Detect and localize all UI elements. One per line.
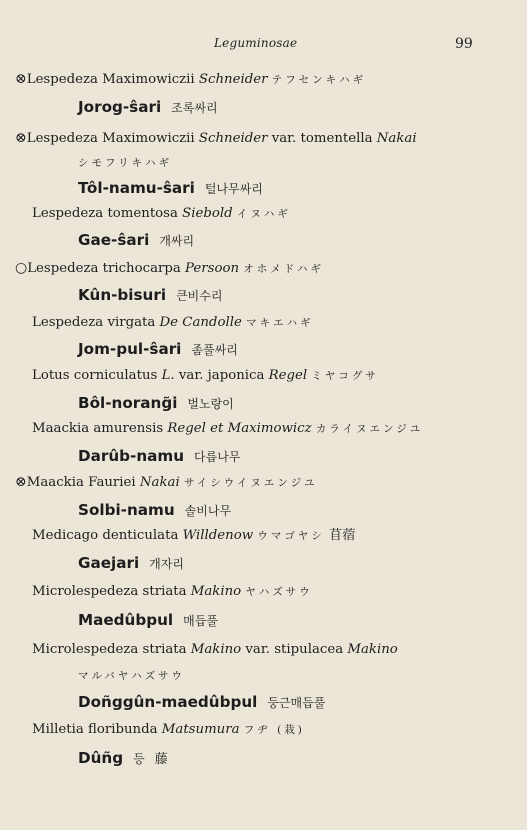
scientific-name-line — [32, 367, 379, 385]
variety-name: var. stipulacea — [245, 642, 344, 657]
species-name: Lespedeza trichocarpa — [27, 261, 181, 276]
species-name: Lespedeza virgata — [32, 315, 156, 330]
romanized-name: Gaejari — [78, 554, 140, 572]
scientific-name-line — [32, 205, 291, 223]
species-name: Medicago denticulata — [32, 528, 179, 543]
kanji-name: 藤 — [154, 752, 168, 767]
romanized-name: Kûn-bisuri — [78, 286, 167, 304]
author-name: Nakai — [139, 475, 180, 490]
hangul-name: 조록싸리 — [171, 101, 218, 115]
species-name: Lespedeza Maximowiczii — [26, 131, 195, 146]
species-name: Lotus corniculatus — [32, 368, 158, 383]
author-name: De Candolle — [159, 315, 242, 330]
japanese-name: フヂ (栽) — [243, 724, 305, 736]
hangul-name: 벌노랑이 — [187, 397, 234, 411]
scientific-name-line — [15, 70, 366, 89]
scientific-name-line — [15, 129, 417, 148]
variety-name: var. japonica — [178, 368, 265, 383]
romanized-name: Tôl-namu-ŝari — [78, 179, 195, 197]
variety-author: Nakai — [376, 131, 417, 146]
section-title: Leguminosae — [214, 36, 298, 50]
japanese-name: マキエハギ — [246, 317, 314, 329]
author-name: Matsumura — [161, 722, 240, 737]
variety-author: Makino — [347, 642, 398, 657]
page-header — [0, 36, 527, 54]
author-name: Makino — [190, 584, 242, 599]
open-circle-mark: ○ — [15, 260, 28, 276]
species-name: Microlespedeza striata — [32, 642, 187, 657]
hangul-name: 매듭풀 — [183, 614, 218, 628]
hangul-name: 좀풀싸리 — [191, 343, 238, 357]
romanized-name: Dûñg — [78, 749, 124, 767]
species-name: Microlespedeza striata — [32, 584, 187, 599]
hangul-name: 솔비나무 — [184, 504, 232, 518]
author-name: Siebold — [182, 206, 233, 221]
japanese-name: テフセンキハギ — [271, 74, 367, 86]
hangul-name: 개자리 — [149, 557, 184, 571]
species-name: Maackia amurensis — [32, 421, 164, 436]
author-name: Schneider — [198, 131, 268, 146]
page-number: 99 — [455, 36, 473, 52]
romanized-name: Solbi-namu — [78, 501, 175, 519]
romanized-name: Jom-pul-ŝari — [78, 340, 182, 358]
crossed-circle-mark: ⊗ — [15, 474, 27, 490]
variety-author: Regel — [268, 368, 308, 383]
scientific-name-line — [32, 721, 305, 739]
author-name: Makino — [190, 642, 242, 657]
romanized-name: Doñggûn-maedûbpul — [78, 693, 258, 711]
scientific-name-line — [15, 259, 324, 278]
scientific-name-line — [15, 473, 318, 492]
scientific-name-line — [32, 583, 313, 601]
japanese-name: カライヌエンジユ — [315, 423, 424, 435]
author-name: Regel et Maximowicz — [167, 421, 312, 436]
romanized-name: Maedûbpul — [78, 611, 174, 629]
variety-name: var. tomentella — [271, 131, 373, 146]
hangul-name: 둥근매듭풀 — [267, 696, 326, 710]
scientific-name-line — [32, 641, 398, 659]
crossed-circle-mark: ⊗ — [15, 71, 27, 87]
romanized-name: Jorog-ŝari — [78, 98, 162, 116]
author-name: Willdenow — [182, 528, 254, 543]
japanese-name: ウマゴヤシ — [257, 530, 325, 542]
hangul-name: 털나무싸리 — [204, 182, 263, 196]
author-name: Persoon — [185, 261, 240, 276]
author-name: Schneider — [198, 72, 268, 87]
crossed-circle-mark: ⊗ — [15, 130, 27, 146]
scientific-name-line — [32, 314, 314, 332]
species-name: Milletia floribunda — [32, 722, 158, 737]
romanized-name: Gae-ŝari — [78, 231, 150, 249]
hangul-name: 개싸리 — [159, 234, 195, 248]
japanese-name: ミヤコグサ — [311, 370, 379, 382]
japanese-name: ヤハズサウ — [245, 586, 313, 598]
species-name: Maackia Fauriei — [26, 475, 136, 490]
japanese-name: サイシウイヌエンジユ — [183, 477, 318, 489]
hangul-name: 등 — [133, 752, 145, 766]
japanese-name: オホメドハギ — [243, 263, 325, 275]
romanized-name: Bôl-norang̃i — [78, 394, 178, 412]
author-name: L. — [161, 368, 175, 383]
scientific-name-line — [32, 420, 423, 438]
hangul-name: 다릅나무 — [194, 450, 241, 464]
species-name: Lespedeza Maximowiczii — [26, 72, 195, 87]
hangul-name: 큰비수리 — [176, 289, 223, 303]
scientific-name-line — [32, 527, 356, 545]
japanese-name: シモフリキハギ — [78, 157, 173, 169]
japanese-name: マルバヤハズサウ — [78, 670, 186, 682]
japanese-name: イヌハギ — [236, 208, 291, 220]
species-name: Lespedeza tomentosa — [32, 206, 178, 221]
japanese-kanji-name: 苜蓿 — [329, 528, 356, 543]
romanized-name: Darûb-namu — [78, 447, 185, 465]
